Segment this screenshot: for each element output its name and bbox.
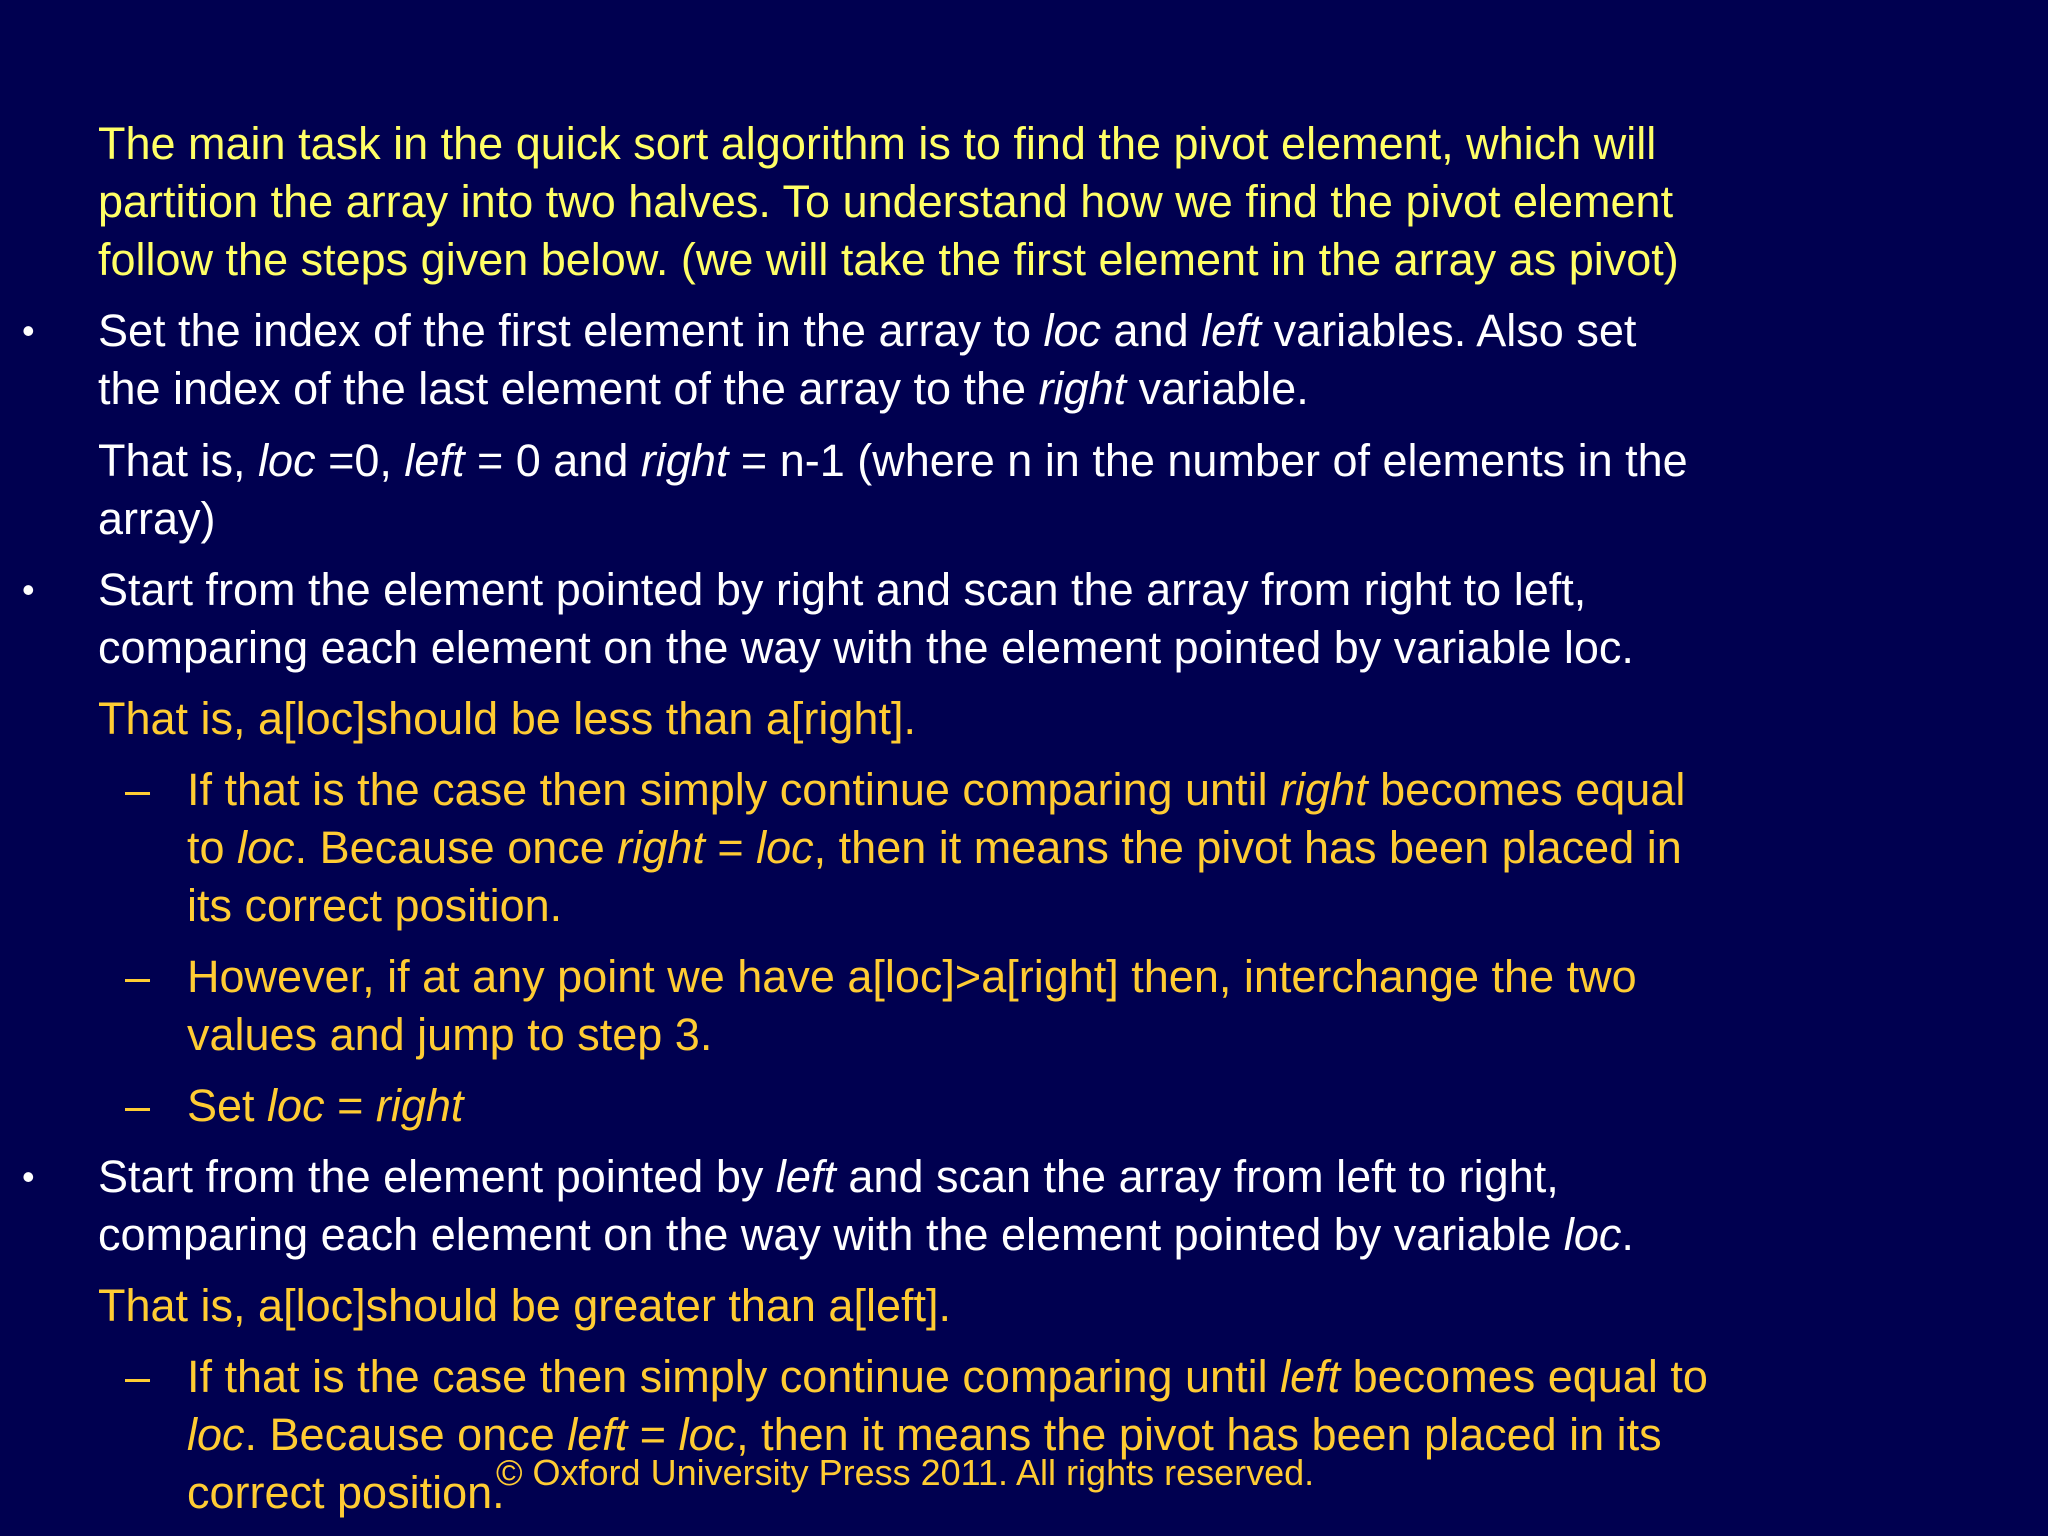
- step2-sub1-line-3: [187, 877, 562, 935]
- text-run: That is,: [98, 435, 259, 486]
- text-run: and scan the array from left to right,: [835, 1151, 1559, 1202]
- text-run: . Because once: [244, 1409, 568, 1460]
- var-left: left: [404, 435, 465, 486]
- intro-line-3: [98, 231, 1679, 289]
- text-run: comparing each element on the way with the element pointed by variable loc.: [98, 622, 1634, 673]
- text-run: =: [704, 822, 757, 873]
- var-loc: loc: [756, 822, 814, 873]
- var-right: right: [617, 822, 705, 873]
- var-left: left: [567, 1409, 628, 1460]
- text-run: and: [1101, 305, 1202, 356]
- step2-sub1-line-1: [187, 761, 1685, 819]
- text-run: That is, a[loc]should be less than a[right].: [98, 693, 916, 744]
- step2-sub3-line: [187, 1077, 463, 1135]
- step2-sub1-dash: –: [125, 764, 151, 815]
- step2-sub1-line-2: [187, 819, 1682, 877]
- text-run: Start from the element pointed by right and scan the array from right to left,: [98, 564, 1587, 615]
- var-right: right: [1038, 363, 1127, 414]
- text-run: Set: [187, 1080, 268, 1131]
- step1-line-2: [98, 360, 1309, 418]
- text-run: values and jump to step 3.: [187, 1009, 713, 1060]
- step2-bullet: •: [22, 569, 35, 610]
- step3-sub1-line-3: [187, 1464, 505, 1522]
- intro-text-2: partition the array into two halves. To understand how we find the pivot element: [98, 176, 1674, 227]
- intro-line-2: [98, 173, 1673, 231]
- text-run: its correct position.: [187, 880, 563, 931]
- text-run: the index of the last element of the array to the: [98, 363, 1039, 414]
- text-run: = 0 and: [464, 435, 641, 486]
- text-run: array): [98, 493, 216, 544]
- step1-that-line-1: [98, 432, 1688, 490]
- step1-line-1: [98, 302, 1636, 360]
- var-right: right: [640, 435, 729, 486]
- var-loc: loc: [237, 822, 295, 873]
- text-run: That is, a[loc]should be greater than a[left].: [98, 1280, 952, 1331]
- step2-sub2-line-2: [187, 1006, 712, 1064]
- var-loc: loc: [1563, 1209, 1622, 1260]
- text-run: If that is the case then simply continue comparing until: [187, 1351, 1281, 1402]
- text-run: .: [1621, 1209, 1634, 1260]
- var-loc: loc: [678, 1409, 737, 1460]
- intro-text-3: follow the steps given below. (we will take the first element in the array as pivot): [98, 234, 1679, 285]
- var-left: left: [1201, 305, 1262, 356]
- text-run: If that is the case then simply continue comparing until: [187, 764, 1281, 815]
- step3-line-2: [98, 1206, 1634, 1264]
- text-run: becomes equal: [1367, 764, 1686, 815]
- copyright-footer: © Oxford University Press 2011. All rights reserved.: [496, 1452, 1315, 1493]
- step3-bullet: •: [22, 1156, 35, 1197]
- text-run: However, if at any point we have a[loc]>a[right] then, interchange the two: [187, 951, 1637, 1002]
- var-loc: loc: [258, 435, 316, 486]
- var-loc: loc: [187, 1409, 245, 1460]
- text-run: to: [187, 822, 238, 873]
- step3-line-1: [98, 1148, 1559, 1206]
- text-run: becomes equal to: [1340, 1351, 1708, 1402]
- step2-sub2-line-1: [187, 948, 1637, 1006]
- var-right: right: [375, 1080, 464, 1131]
- text-run: = n-1 (where n in the number of elements in the: [728, 435, 1688, 486]
- step2-line-2: [98, 619, 1634, 677]
- step3-sub1-line-1: [187, 1348, 1708, 1406]
- text-run: . Because once: [294, 822, 618, 873]
- text-run: , then it means the pivot has been placed in its: [736, 1409, 1662, 1460]
- intro-text-1: The main task in the quick sort algorithm is to find the pivot element, which will: [98, 118, 1657, 169]
- text-run: correct position.: [187, 1467, 505, 1518]
- intro-line-1: [98, 115, 1656, 173]
- var-right: right: [1280, 764, 1368, 815]
- text-run: , then it means the pivot has been placed in: [813, 822, 1682, 873]
- var-left: left: [1280, 1351, 1341, 1402]
- step1-that-line-2: [98, 490, 216, 548]
- step3-sub1-dash: –: [125, 1351, 151, 1402]
- step1-bullet: •: [22, 310, 35, 351]
- step2-that: [98, 690, 916, 748]
- text-run: Set the index of the first element in the array to: [98, 305, 1044, 356]
- text-run: comparing each element on the way with the element pointed by variable: [98, 1209, 1564, 1260]
- text-run: =: [627, 1409, 679, 1460]
- text-run: =0,: [315, 435, 405, 486]
- text-run: variable.: [1126, 363, 1309, 414]
- text-run: variables. Also set: [1261, 305, 1637, 356]
- var-loc: loc: [1043, 305, 1102, 356]
- var-left: left: [775, 1151, 836, 1202]
- step3-that: [98, 1277, 951, 1335]
- step2-line-1: [98, 561, 1586, 619]
- text-run: =: [324, 1080, 376, 1131]
- step2-sub2-dash: –: [125, 951, 151, 1002]
- var-loc: loc: [267, 1080, 325, 1131]
- text-run: Start from the element pointed by: [98, 1151, 776, 1202]
- step2-sub3-dash: –: [125, 1080, 151, 1131]
